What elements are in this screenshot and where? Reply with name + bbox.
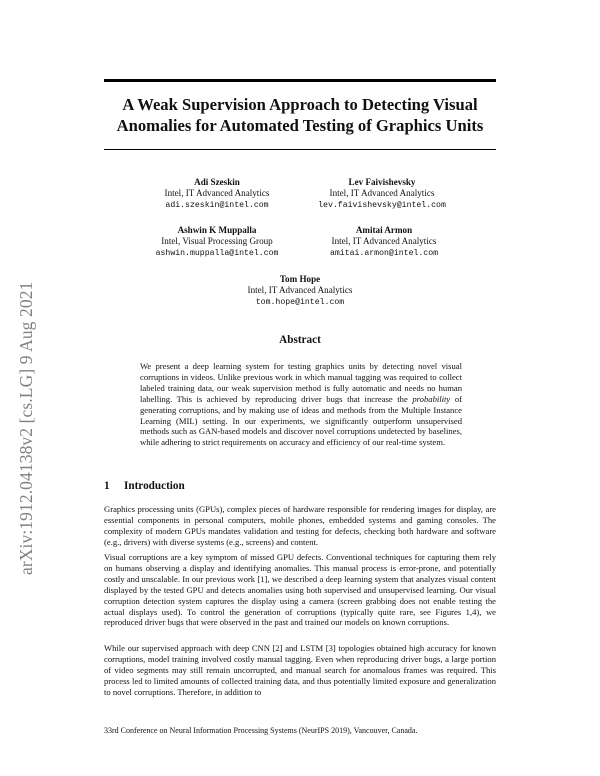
- intro-paragraph-1: Graphics processing units (GPUs), complex pieces of hardware responsible for rendering images for display, are essential components in personal computers, mobile phones, embedded systems and gaming consoles. The complexity of modern GPUs mandates validation and testing for defects, checking both hardware and software (e.g., drivers) with diverse systems (e.g., screens) and content.: [104, 504, 496, 547]
- title-line-1: A Weak Supervision Approach to Detecting Visual: [122, 95, 478, 114]
- author-name: Adi Szeskin: [194, 177, 240, 187]
- author-email: lev.faivishevsky@intel.com: [318, 200, 446, 210]
- author-affiliation: Intel, Visual Processing Group: [161, 236, 273, 247]
- title-top-rule: [104, 79, 496, 82]
- section-title: Introduction: [124, 480, 185, 492]
- abstract-part-1: We present a deep learning system for testing graphics units by detecting novel visual corruptions in videos. Unlike previous work in which manual tagging was required to collect labeled training data, our weak supervision method is fully automatic and needs no human labelling. This is achieved by reproducing driver bugs that increase the: [140, 361, 462, 404]
- author-block: [279, 225, 489, 259]
- abstract-emphasis: probability: [412, 393, 451, 404]
- abstract-part-2: of generating corruptions, and by making use of ideas and methods from the Multiple Instance Learning (MIL) setting. In our experiments, we significantly outperform unsupervised methods such as GAN-based models and discover novel corruptions undetected by baselines, while adhering to strict requirements on accuracy and efficiency of our real-time system.: [140, 393, 462, 448]
- title-line-2: Anomalies for Automated Testing of Graphics Units: [116, 116, 484, 135]
- author-affiliation: Intel, IT Advanced Analytics: [164, 188, 270, 199]
- conference-footer: 33rd Conference on Neural Information Processing Systems (NeurIPS 2019), Vancouver, Canada.: [104, 726, 418, 735]
- paper-title: [80, 94, 520, 136]
- author-email: ashwin.muppalla@intel.com: [155, 248, 279, 258]
- author-block: [277, 177, 487, 211]
- author-name: Tom Hope: [279, 274, 321, 284]
- author-email: tom.hope@intel.com: [255, 297, 345, 307]
- section-heading: [104, 480, 185, 492]
- author-email: amitai.armon@intel.com: [329, 248, 439, 258]
- author-affiliation: Intel, IT Advanced Analytics: [329, 188, 435, 199]
- author-email: adi.szeskin@intel.com: [165, 200, 269, 210]
- author-affiliation: Intel, IT Advanced Analytics: [331, 236, 437, 247]
- abstract-text: [140, 361, 462, 448]
- intro-paragraph-3: While our supervised approach with deep CNN [2] and LSTM [3] topologies obtained high accuracy for known corruptions, model training involved costly manual tagging. Even when reproducing driver bugs, a large portion of video segments may still remain uncorrupted, and manual search for anomalous frames was required. This process led to limited amounts of collected training data, and thus potentially limited exposure and generalization to novel corruptions. Therefore, in addition to: [104, 643, 496, 697]
- author-name: Amitai Armon: [355, 225, 413, 235]
- arxiv-identifier: arXiv:1912.04138v2 [cs.LG] 9 Aug 2021: [16, 281, 36, 575]
- author-block: [195, 274, 405, 308]
- author-affiliation: Intel, IT Advanced Analytics: [247, 285, 353, 296]
- author-name: Lev Faivishevsky: [348, 177, 416, 187]
- abstract-heading: Abstract: [279, 334, 321, 346]
- title-bottom-rule: [104, 149, 496, 150]
- section-number: 1: [104, 480, 110, 492]
- author-name: Ashwin K Muppalla: [177, 225, 257, 235]
- intro-paragraph-2: Visual corruptions are a key symptom of missed GPU defects. Conventional techniques for capturing them rely on humans observing a display and identifying anomalies. This manual process is error-prone, and potentially costly and unscalable. In our previous work [1], we described a deep learning system that analyzes visual content displayed by the tested GPU and detects anomalies using both supervised and unsupervised learning. Our visual corruption detection system captures the display using a camera (screen grabbing does not enable testing the actual displays used). To control the generation of corruptions (typically quite rare, see Figures 1,4), we reproduced driver bugs that were observed in the past and trained our models on known corruptions.: [104, 552, 496, 628]
